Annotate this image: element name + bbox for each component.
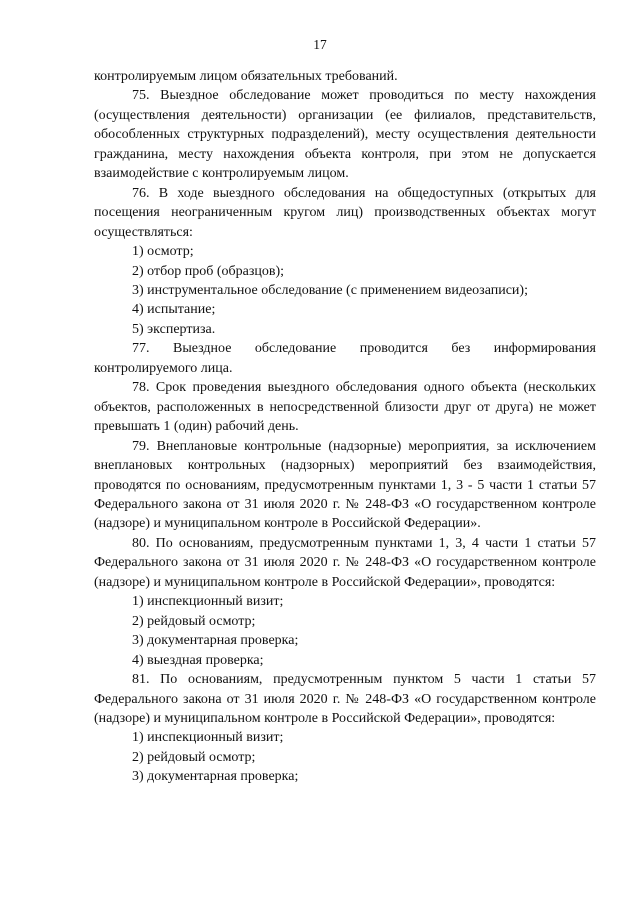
document-body <box>94 67 596 787</box>
paragraph-76: 76. В ходе выездного обследования на общедоступных (открытых для посещения неограниченным кругом лиц) производственных объектах могут осуществляться: <box>94 185 596 240</box>
list-item: 3) инструментальное обследование (с применением видеозаписи); <box>132 282 528 298</box>
paragraph-75: 75. Выездное обследование может проводиться по месту нахождения (осуществления деятельности) организации (ее филиалов, представительств, обособленных структурных подразделений), месту осуществления деятельности гражданина, месту нахождения объекта контроля, при этом не допускается взаимодействие с контролируемым лицом. <box>94 88 596 182</box>
list-item: 3) документарная проверка; <box>132 769 299 785</box>
page-number: 17 <box>313 37 327 52</box>
paragraph-80: 80. По основаниям, предусмотренным пунктами 1, 3, 4 части 1 статьи 57 Федерального закона от 31 июля 2020 г. № 248-ФЗ «О государственном контроле (надзоре) и муниципальном контроле в Российской Федерации», проводятся: <box>94 535 596 590</box>
list-item: 2) рейдовый осмотр; <box>132 749 256 765</box>
paragraph-continuation: контролируемым лицом обязательных требований. <box>94 69 398 84</box>
paragraph-81: 81. По основаниям, предусмотренным пунктом 5 части 1 статьи 57 Федерального закона от 31 июля 2020 г. № 248-ФЗ «О государственном контроле (надзоре) и муниципальном контроле в Российской Федерации», проводятся: <box>94 672 596 726</box>
list-item: 1) осмотр; <box>132 244 194 260</box>
list-item: 1) инспекционный визит; <box>132 730 284 746</box>
list-item: 4) испытание; <box>132 302 216 318</box>
list-item: 2) отбор проб (образцов); <box>132 263 285 279</box>
list-item: 4) выездная проверка; <box>132 652 264 668</box>
paragraph-79: 79. Внеплановые контрольные (надзорные) мероприятия, за исключением внеплановых контрольных (надзорных) мероприятий без взаимодействия, проводятся по основаниям, предусмотренным пунктами 1, 3 - 5 части 1 статьи 57 Федерального закона от 31 июля 2020 г. № 248-ФЗ «О государственном контроле (надзоре) и муниципальном контроле в Российской Федерации». <box>94 438 596 532</box>
list-item: 2) рейдовый осмотр; <box>132 613 256 629</box>
list-item: 1) инспекционный визит; <box>132 594 284 610</box>
paragraph-78: 78. Срок проведения выездного обследования одного объекта (нескольких объектов, расположенных в непосредственной близости друг от друга) не может превышать 1 (один) рабочий день. <box>94 380 596 435</box>
paragraph-77: 77. Выездное обследование проводится без информирования контролируемого лица. <box>94 341 596 376</box>
list-item: 3) документарная проверка; <box>132 633 299 649</box>
list-item: 5) экспертиза. <box>132 321 216 337</box>
